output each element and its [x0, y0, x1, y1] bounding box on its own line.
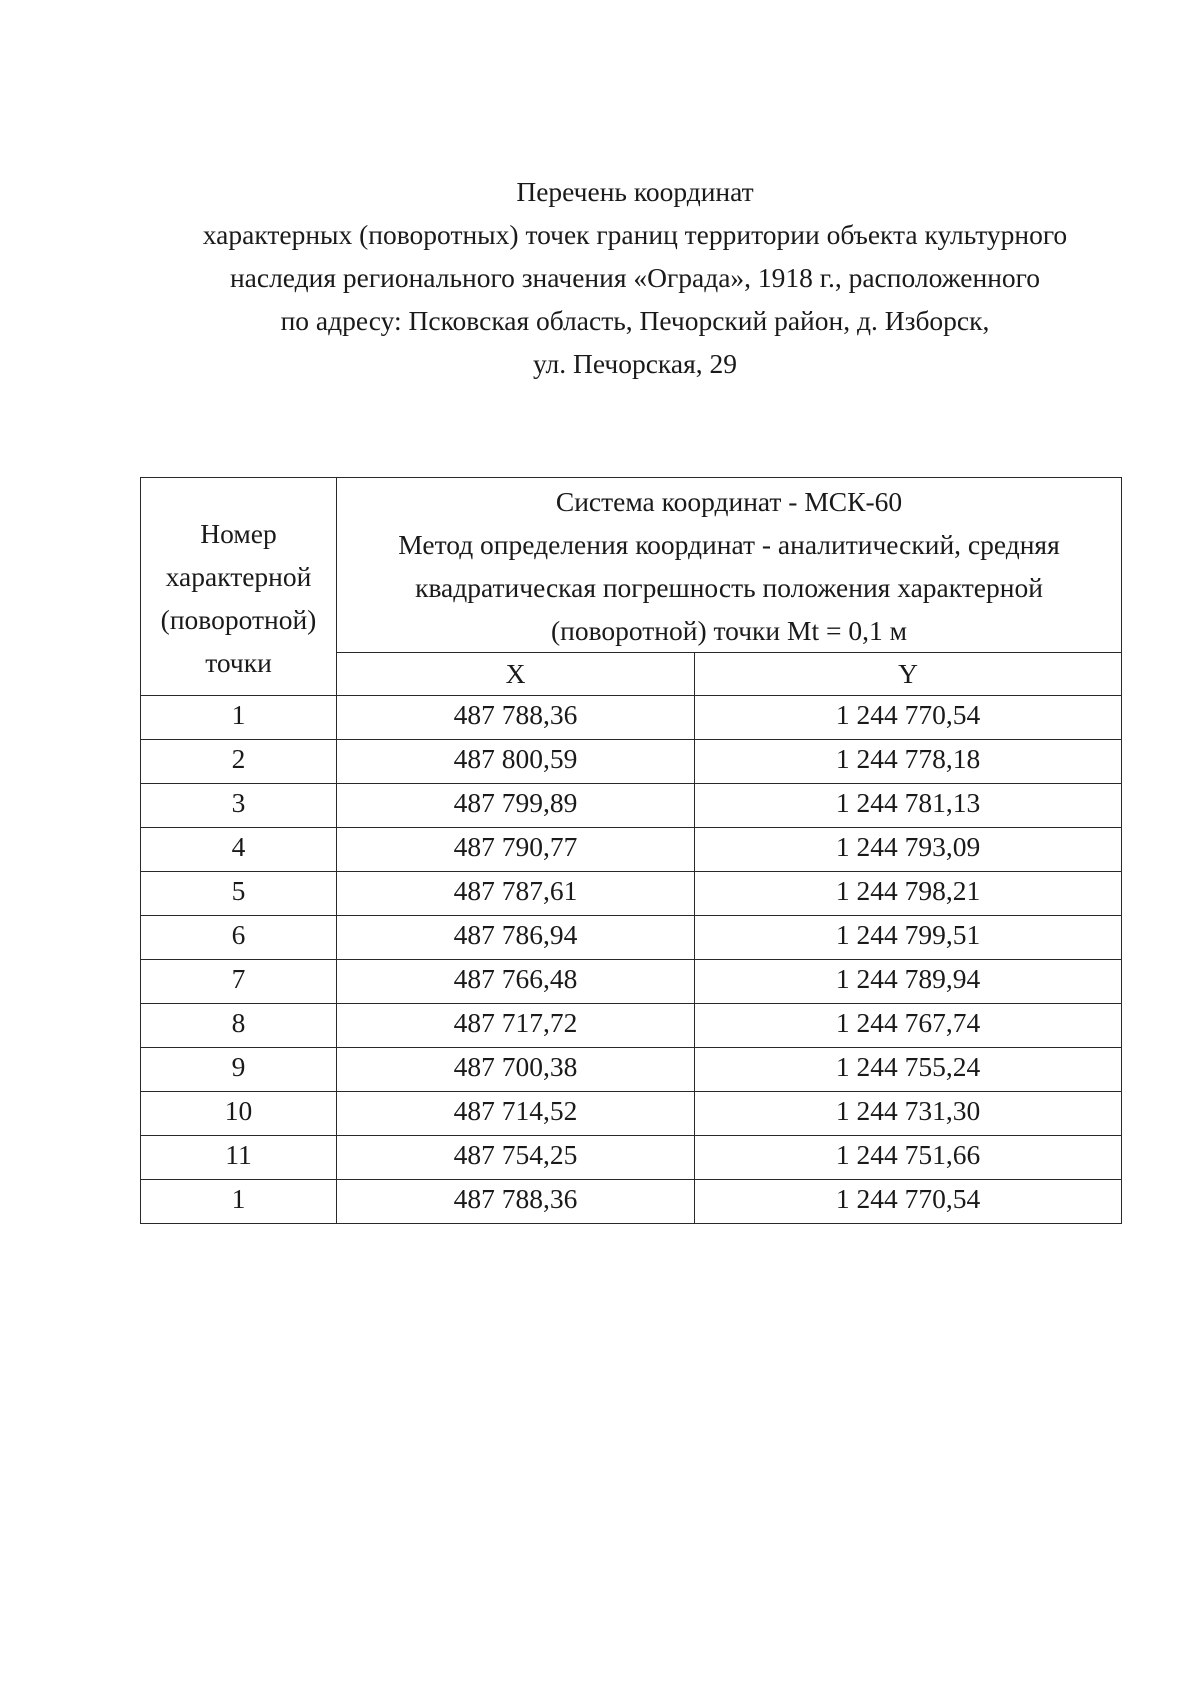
y-value: 1 244 778,18 [695, 740, 1122, 784]
x-value: 487 754,25 [337, 1136, 695, 1180]
x-value: 487 799,89 [337, 784, 695, 828]
coordinates-table [140, 477, 1122, 1224]
title-line-4: по адресу: Псковская область, Печорский район, д. Изборск, [280, 305, 990, 336]
table-row [141, 1092, 1122, 1136]
title-line-3: наследия регионального значения «Ограда», 1918 г., расположенного [229, 262, 1041, 293]
y-value: 1 244 781,13 [695, 784, 1122, 828]
header-system-line-1: Система координат - МСК-60 [555, 486, 903, 517]
point-number: 2 [141, 740, 337, 784]
header-system-line-4: (поворотной) точки Mt = 0,1 м [550, 615, 908, 646]
x-value: 487 714,52 [337, 1092, 695, 1136]
header-coordinate-system [337, 478, 1122, 653]
y-value: 1 244 767,74 [695, 1004, 1122, 1048]
point-number: 7 [141, 960, 337, 1004]
point-number: 4 [141, 828, 337, 872]
table-row [141, 828, 1122, 872]
title-line-2: характерных (поворотных) точек границ территории объекта культурного [202, 219, 1068, 250]
point-number: 3 [141, 784, 337, 828]
title-line-5: ул. Печорская, 29 [533, 348, 737, 379]
header-point-number [141, 478, 337, 696]
table-row [141, 1180, 1122, 1224]
table-row [141, 740, 1122, 784]
y-value: 1 244 751,66 [695, 1136, 1122, 1180]
point-number: 1 [141, 696, 337, 740]
point-number: 1 [141, 1180, 337, 1224]
x-value: 487 788,36 [337, 696, 695, 740]
x-value: 487 790,77 [337, 828, 695, 872]
table-row [141, 916, 1122, 960]
x-value: 487 787,61 [337, 872, 695, 916]
table-row [141, 784, 1122, 828]
document-title [130, 170, 1140, 385]
y-value: 1 244 798,21 [695, 872, 1122, 916]
point-number: 9 [141, 1048, 337, 1092]
table-row [141, 696, 1122, 740]
header-system-line-2: Метод определения координат - аналитический, средняя [398, 529, 1060, 560]
x-value: 487 700,38 [337, 1048, 695, 1092]
y-value: 1 244 755,24 [695, 1048, 1122, 1092]
header-point-line-1: Номер [200, 517, 277, 549]
point-number: 6 [141, 916, 337, 960]
table-row [141, 960, 1122, 1004]
y-value: 1 244 770,54 [695, 1180, 1122, 1224]
header-point-line-2: характерной [165, 560, 312, 592]
y-value: 1 244 789,94 [695, 960, 1122, 1004]
x-value: 487 788,36 [337, 1180, 695, 1224]
header-y: Y [695, 653, 1122, 696]
x-value: 487 717,72 [337, 1004, 695, 1048]
point-number: 8 [141, 1004, 337, 1048]
table-row [141, 1004, 1122, 1048]
header-system-line-3: квадратическая погрешность положения характерной [415, 572, 1043, 603]
table-row [141, 1136, 1122, 1180]
y-value: 1 244 731,30 [695, 1092, 1122, 1136]
point-number: 10 [141, 1092, 337, 1136]
header-point-line-3: (поворотной) [160, 603, 317, 635]
point-number: 11 [141, 1136, 337, 1180]
x-value: 487 786,94 [337, 916, 695, 960]
y-value: 1 244 799,51 [695, 916, 1122, 960]
table-row [141, 1048, 1122, 1092]
header-x: X [337, 653, 695, 696]
x-value: 487 766,48 [337, 960, 695, 1004]
header-point-line-4: точки [205, 646, 272, 678]
y-value: 1 244 793,09 [695, 828, 1122, 872]
y-value: 1 244 770,54 [695, 696, 1122, 740]
title-line-1: Перечень координат [516, 176, 754, 207]
x-value: 487 800,59 [337, 740, 695, 784]
table-row [141, 872, 1122, 916]
point-number: 5 [141, 872, 337, 916]
